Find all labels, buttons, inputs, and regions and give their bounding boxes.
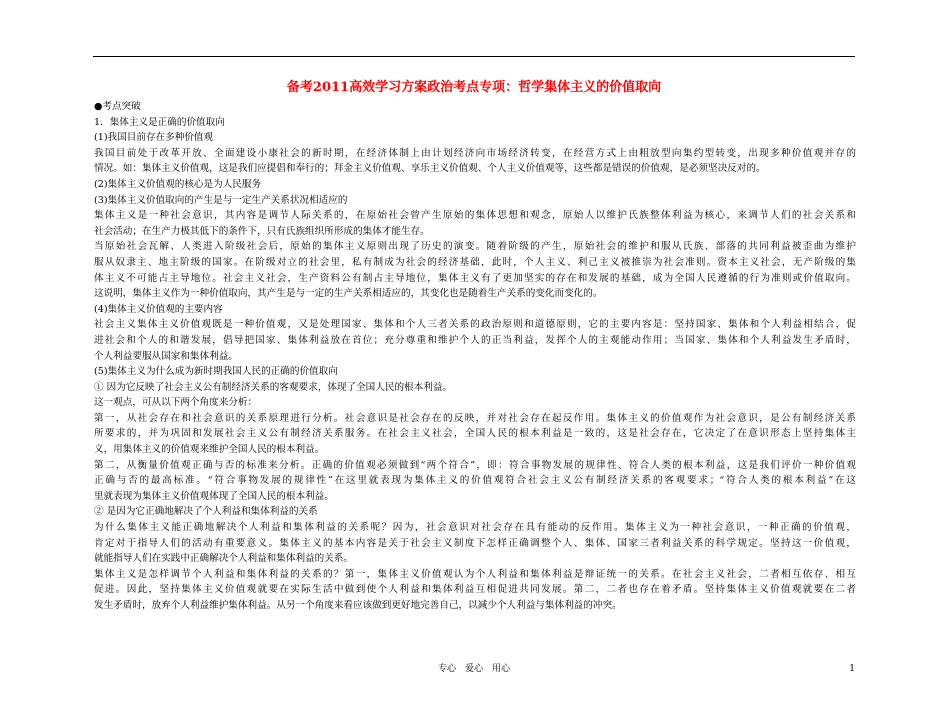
- text-line: 这一观点，可从以下两个角度来分析：: [94, 397, 258, 409]
- text-line: 服从奴隶主、地主阶级的国家。在阶级对立的社会里，私有制成为社会的经济基础，此时，个人主义、利己主义被推崇为社会准则。资本主义社会，无产阶级的集: [94, 256, 856, 268]
- header-rule: [93, 56, 855, 57]
- text-line: 集体主义是怎样调节个人利益和集体利益的关系的？第一，集体主义价值观认为个人利益和集体利益是辩证统一的关系。在社会主义社会，二者相互依存、相互: [94, 568, 856, 580]
- text-line: 集体主义是一种社会意识，其内容是调节人际关系的，在原始社会曾产生原始的集体思想和观念，原始人以维护氏族整体利益为核心，来调节人们的社会关系和: [94, 210, 856, 222]
- text-line: 1．集体主义是正确的价值取向: [94, 116, 225, 128]
- text-line: 里就表现为集体主义价值观体现了全国人民的根本利益。: [94, 490, 334, 502]
- document-body: [94, 99, 856, 614]
- text-line: 情况。如：集体主义价值观，这是我们应提倡和奉行的；拜金主义价值观、享乐主义价值观、个人主义价值观等，这些都是错误的价值观，是必须坚决反对的。: [94, 163, 766, 175]
- document-title: 备考2011高效学习方案政治考点专项：哲学集体主义的价值取向: [286, 80, 662, 95]
- text-line: 体主义不可能占主导地位。社会主义社会，生产资料公有制占主导地位，集体主义有了更加坚实的存在和发展的基础，成为全国人民遵循的行为准则或价值取向。: [94, 272, 856, 284]
- text-line: 我国目前处于改革开放、全面建设小康社会的新时期，在经济体制上由计划经济向市场经济转变，在经营方式上由粗放型向集约型转变，出现多种价值观并存的: [94, 147, 856, 159]
- text-line: 这说明，集体主义作为一种价值取向，其产生是与一定的生产关系相适应的，其变化也是随着生产关系的变化而变化的。: [94, 288, 603, 300]
- text-line: 第二，从衡量价值观正确与否的标准来分析。正确的价值观必须做到“两个符合”，即：符合事物发展的规律性、符合人类的根本利益，这是我们评价一种价值观: [94, 459, 856, 471]
- text-line: 当原始社会瓦解、人类进入阶级社会后，原始的集体主义原则出现了历史的演变。随着阶级的产生，原始社会的维护和服从氏族、部落的共同利益被歪曲为维护: [94, 241, 856, 253]
- text-line: 就能指导人们在实践中正确解决个人利益和集体利益的关系。: [94, 553, 354, 565]
- text-line: ② 是因为它正确地解决了个人利益和集体利益的关系: [94, 506, 318, 518]
- text-line: (4)集体主义价值观的主要内容: [94, 303, 223, 315]
- text-line: (3)集体主义价值取向的产生是与一定生产关系状况相适应的: [94, 194, 348, 206]
- text-line: 社会主义集体主义价值观既是一种价值观，又是处理国家、集体和个人三者关系的政治原则和道德原则，它的主要内容是：坚持国家、集体和个人利益相结合，促: [94, 319, 856, 331]
- text-line: 促进。因此，坚持集体主义价值观就要在实际生活中做到使个人利益和集体利益互相促进共同发展。第二，二者也存在着矛盾。坚持集体主义价值观就要在二者: [94, 584, 856, 596]
- page-footer: [93, 661, 855, 677]
- text-line: 第一，从社会存在和社会意识的关系原理进行分析。社会意识是社会存在的反映，并对社会存在起反作用。集体主义的价值观作为社会意识，是公有制经济关系: [94, 412, 856, 424]
- text-line: ① 因为它反映了社会主义公有制经济关系的客观要求，体现了全国人民的根本利益。: [94, 381, 453, 393]
- text-line: (1)我国目前存在多种价值观: [94, 132, 214, 144]
- text-line: 正确与否的最高标准。“符合事物发展的规律性”在这里就表现为集体主义的价值观符合社会主义公有制经济关系的客观要求；“符合人类的根本利益”在这: [94, 475, 856, 487]
- text-line: (2)集体主义价值观的核心是为人民服务: [94, 178, 262, 190]
- text-line: 所要求的，并为巩固和发展社会主义公有制经济关系服务。在社会主义社会，全国人民的根本利益是一致的，这是社会存在，它决定了在意识形态上坚持集体主: [94, 428, 856, 440]
- text-line: 肯定对于指导人们的活动有重要意义。集体主义的基本内容是关于社会主义制度下怎样正确调整个人、集体、国家三者利益关系的科学规定。坚持这一价值观，: [94, 537, 856, 549]
- page-number: 1: [849, 664, 855, 674]
- text-line: 社会活动；在生产力极其低下的条件下，只有氏族组织所形成的集体才能生存。: [94, 225, 430, 237]
- text-line: ●考点突破: [94, 101, 141, 112]
- text-line: 义，用集体主义的价值观来维护全国人民的根本利益。: [94, 444, 325, 456]
- text-line: 进社会和个人的和谐发展，倡导把国家、集体利益放在首位；充分尊重和维护个人的正当利益，发挥个人的主观能动作用；当国家、集体和个人利益发生矛盾时，: [94, 334, 856, 346]
- footer-motto: 专心 爱心 用心: [437, 664, 510, 674]
- text-line: 个人利益要服从国家和集体利益。: [94, 350, 238, 362]
- text-line: (5)集体主义为什么成为新时期我国人民的正确的价值取向: [94, 366, 338, 378]
- text-line: 发生矛盾时，放弃个人利益维护集体利益。从另一个角度来看应该做到更好地完善自己，以减少个人利益与集体利益的冲突。: [94, 600, 622, 611]
- text-line: 为什么集体主义能正确地解决个人利益和集体利益的关系呢？因为，社会意识对社会存在具有能动的反作用。集体主义为一种社会意识，一种正确的价值观，: [94, 522, 856, 534]
